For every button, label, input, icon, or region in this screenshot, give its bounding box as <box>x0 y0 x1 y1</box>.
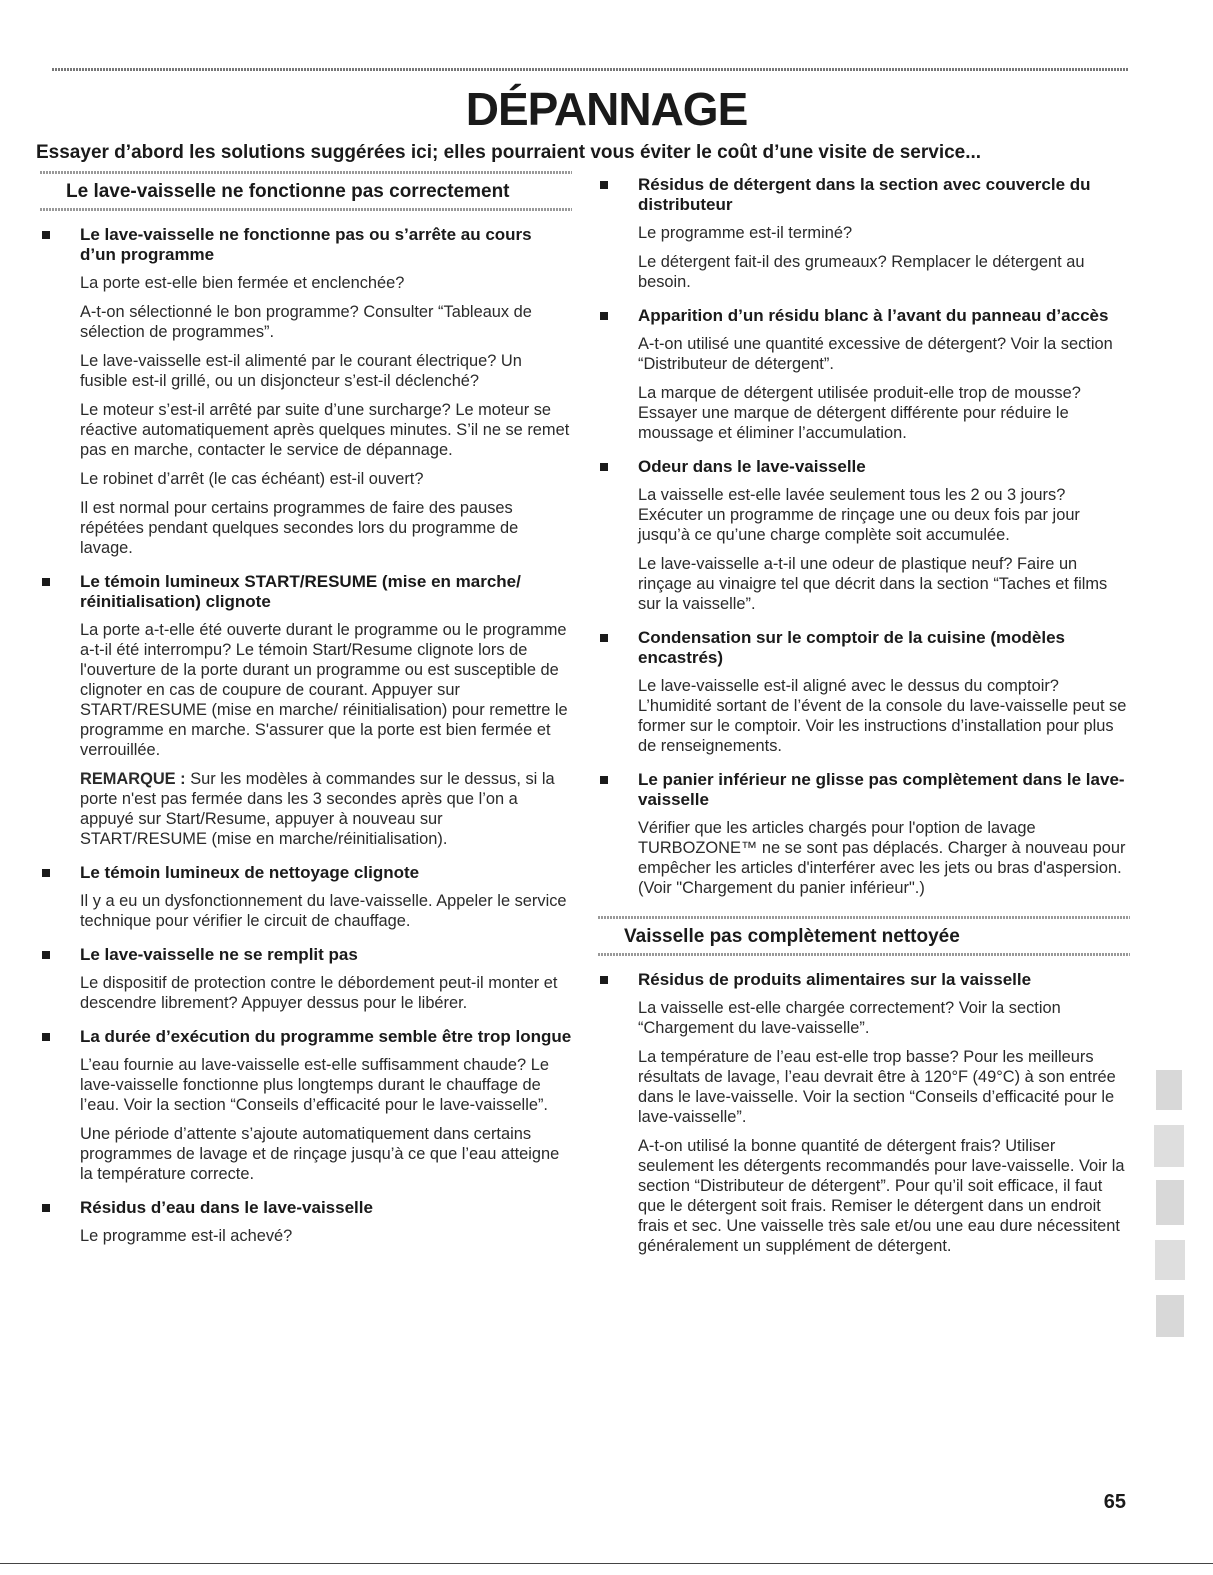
item-paragraph: Le moteur s’est-il arrêté par suite d’une surcharge? Le moteur se réactive automatiquement après quelques minutes. S’il ne se remet pas en marche, contacter le service de dépannage. <box>80 401 570 459</box>
item-paragraph: A-t-on utilisé une quantité excessive de détergent? Voir la section “Distributeur de détergent”. <box>638 335 1113 373</box>
item-heading: Le panier inférieur ne glisse pas complètement dans le lave-vaisselle <box>638 770 1125 809</box>
item-remark <box>80 769 572 849</box>
item-paragraph: Le robinet d’arrêt (le cas échéant) est-il ouvert? <box>80 470 424 488</box>
bottom-rule <box>0 1563 1213 1564</box>
item-heading: Le témoin lumineux START/RESUME (mise en marche/ réinitialisation) clignote <box>80 572 521 611</box>
item-heading: Le lave-vaisselle ne se remplit pas <box>80 945 358 964</box>
right-column <box>598 161 1130 1265</box>
right-section-header <box>598 916 1130 956</box>
item-heading: Résidus de produits alimentaires sur la vaisselle <box>638 970 1032 989</box>
bullet-square-icon <box>42 1033 50 1041</box>
item-paragraph: Il y a eu un dysfonctionnement du lave-vaisselle. Appeler le service technique pour vérifier le circuit de chauffage. <box>80 892 567 930</box>
right-items-top-list <box>598 175 1130 898</box>
troubleshoot-item <box>40 863 572 931</box>
item-paragraph: La porte a-t-elle été ouverte durant le programme ou le programme a-t-il été interrompu? Le témoin Start/Resume clignote lors de l'ouverture de la porte durant un programme ou est susceptible de clignoter en cas de coupure de courant. Appuyer sur START/RESUME (mise en marche/ réinitialisation) pour remettre le programme en marche. S'assurer que la porte est bien fermée et verrouillée. <box>80 621 568 759</box>
troubleshoot-item <box>40 572 572 849</box>
troubleshoot-item <box>598 628 1130 756</box>
item-paragraph: Le dispositif de protection contre le débordement peut-il monter et descendre librement? Appuyer dessus pour le libérer. <box>80 974 558 1012</box>
item-heading: Condensation sur le comptoir de la cuisine (modèles encastrés) <box>638 628 1065 667</box>
bullet-square-icon <box>600 312 608 320</box>
item-heading: Le témoin lumineux de nettoyage clignote <box>80 863 420 882</box>
page-subtitle: Essayer d’abord les solutions suggérées ici; elles pourraient vous éviter le coût d’une visite de service... <box>36 142 982 163</box>
section-rule-bottom <box>598 953 1130 956</box>
item-paragraph: Le détergent fait-il des grumeaux? Remplacer le détergent au besoin. <box>638 253 1085 291</box>
bullet-square-icon <box>42 578 50 586</box>
right-items-bottom-list <box>598 970 1130 1256</box>
item-paragraph: A-t-on sélectionné le bon programme? Consulter “Tableaux de sélection de programmes”. <box>80 303 532 341</box>
page-number: 65 <box>1103 1491 1126 1513</box>
item-paragraph: La température de l’eau est-elle trop basse? Pour les meilleurs résultats de lavage, l’eau devrait être à 120°F (49°C) à son entrée dans le lave-vaisselle. Voir la section “Conseils d’efficacité pour le lave-vaisselle”. <box>638 1048 1116 1126</box>
bullet-square-icon <box>600 463 608 471</box>
section-title: Le lave-vaisselle ne fonctionne pas correctement <box>66 181 510 202</box>
item-paragraph: Le programme est-il terminé? <box>638 224 853 242</box>
troubleshoot-item <box>598 306 1130 443</box>
bullet-square-icon <box>600 181 608 189</box>
bullet-square-icon <box>42 1204 50 1212</box>
item-heading: Apparition d’un résidu blanc à l’avant du panneau d’accès <box>638 306 1109 325</box>
troubleshoot-item <box>598 457 1130 614</box>
troubleshoot-item <box>598 770 1130 898</box>
bullet-square-icon <box>600 776 608 784</box>
item-paragraph: Le lave-vaisselle est-il aligné avec le dessus du comptoir? L’humidité sortant de l’évent de la console du lave-vaisselle peut se former sur le comptoir. Voir les instructions d’installation pour plus de renseignements. <box>638 677 1127 755</box>
troubleshoot-item <box>40 225 572 558</box>
section-rule-bottom <box>40 208 572 211</box>
watermark-stamp-icon <box>1150 1070 1190 1340</box>
item-paragraph: La porte est-elle bien fermée et enclenchée? <box>80 274 405 292</box>
troubleshoot-item <box>40 1027 572 1184</box>
item-paragraph: La vaisselle est-elle lavée seulement tous les 2 ou 3 jours? Exécuter un programme de rinçage une ou deux fois par jour jusqu’à ce qu’une charge complète soit accumulée. <box>638 486 1080 544</box>
bullet-square-icon <box>600 634 608 642</box>
item-heading: Le lave-vaisselle ne fonctionne pas ou s’arrête au cours d’un programme <box>80 225 532 264</box>
item-heading: Résidus de détergent dans la section avec couvercle du distributeur <box>638 175 1091 214</box>
item-paragraph: Le programme est-il achevé? <box>80 1227 293 1245</box>
troubleshoot-item <box>598 175 1130 292</box>
left-column <box>40 171 572 1255</box>
left-section-header <box>40 171 572 211</box>
bullet-square-icon <box>42 951 50 959</box>
remark-label: REMARQUE : <box>80 770 186 788</box>
left-items-list <box>40 225 572 1246</box>
troubleshoot-item <box>40 945 572 1013</box>
bullet-square-icon <box>600 976 608 984</box>
item-heading: Odeur dans le lave-vaisselle <box>638 457 866 476</box>
top-dotted-rule <box>52 68 1128 71</box>
item-heading: La durée d’exécution du programme semble être trop longue <box>80 1027 572 1046</box>
item-paragraph: La marque de détergent utilisée produit-elle trop de mousse? Essayer une marque de détergent différente pour réduire le moussage et éliminer l’accumulation. <box>638 384 1081 442</box>
troubleshoot-item <box>40 1198 572 1246</box>
item-paragraph: A-t-on utilisé la bonne quantité de détergent frais? Utiliser seulement les détergents recommandés pour lave-vaisselle. Voir la section “Distributeur de détergent”. Pour qu’il soit efficace, il faut que le détergent soit frais. Remiser le détergent dans un endroit frais et sec. Une vaisselle très sale et/ou une eau dure nécessitent généralement un supplément de détergent. <box>638 1137 1125 1255</box>
item-heading: Résidus d’eau dans le lave-vaisselle <box>80 1198 373 1217</box>
bullet-square-icon <box>42 231 50 239</box>
item-paragraph: L’eau fournie au lave-vaisselle est-elle suffisamment chaude? Le lave-vaisselle fonctionne plus longtemps durant le chauffage de l’eau. Voir la section “Conseils d’efficacité pour le lave-vaisselle”. <box>80 1056 549 1114</box>
item-paragraph: Vérifier que les articles chargés pour l'option de lavage TURBOZONE™ ne se sont pas déplacés. Charger à nouveau pour empêcher les articles d'interférer avec les jets ou bras d'aspersion. (Voir "Chargement du panier inférieur".) <box>638 819 1126 897</box>
remark-text: Sur les modèles à commandes sur le dessus, si la porte n'est pas fermée dans les 3 secondes après que l’on a appuyé sur Start/Resume, appuyer à nouveau sur START/RESUME (mise en marche/réinitialisation). <box>80 770 555 848</box>
item-paragraph: La vaisselle est-elle chargée correctement? Voir la section “Chargement du lave-vaisselle”. <box>638 999 1061 1037</box>
item-paragraph: Une période d’attente s’ajoute automatiquement dans certains programmes de lavage et de rinçage jusqu’à ce que l’eau atteigne la température correcte. <box>80 1125 560 1183</box>
troubleshoot-item <box>598 970 1130 1256</box>
item-paragraph: Le lave-vaisselle a-t-il une odeur de plastique neuf? Faire un rinçage au vinaigre tel que décrit dans la section “Taches et films sur la vaisselle”. <box>638 555 1108 613</box>
section-title: Vaisselle pas complètement nettoyée <box>624 926 960 947</box>
page-title: DÉPANNAGE <box>465 83 748 135</box>
bullet-square-icon <box>42 869 50 877</box>
item-paragraph: Le lave-vaisselle est-il alimenté par le courant électrique? Un fusible est-il grillé, ou un disjoncteur s’est-il déclenché? <box>80 352 522 390</box>
item-paragraph: Il est normal pour certains programmes de faire des pauses répétées pendant quelques secondes lors du programme de lavage. <box>80 499 519 557</box>
